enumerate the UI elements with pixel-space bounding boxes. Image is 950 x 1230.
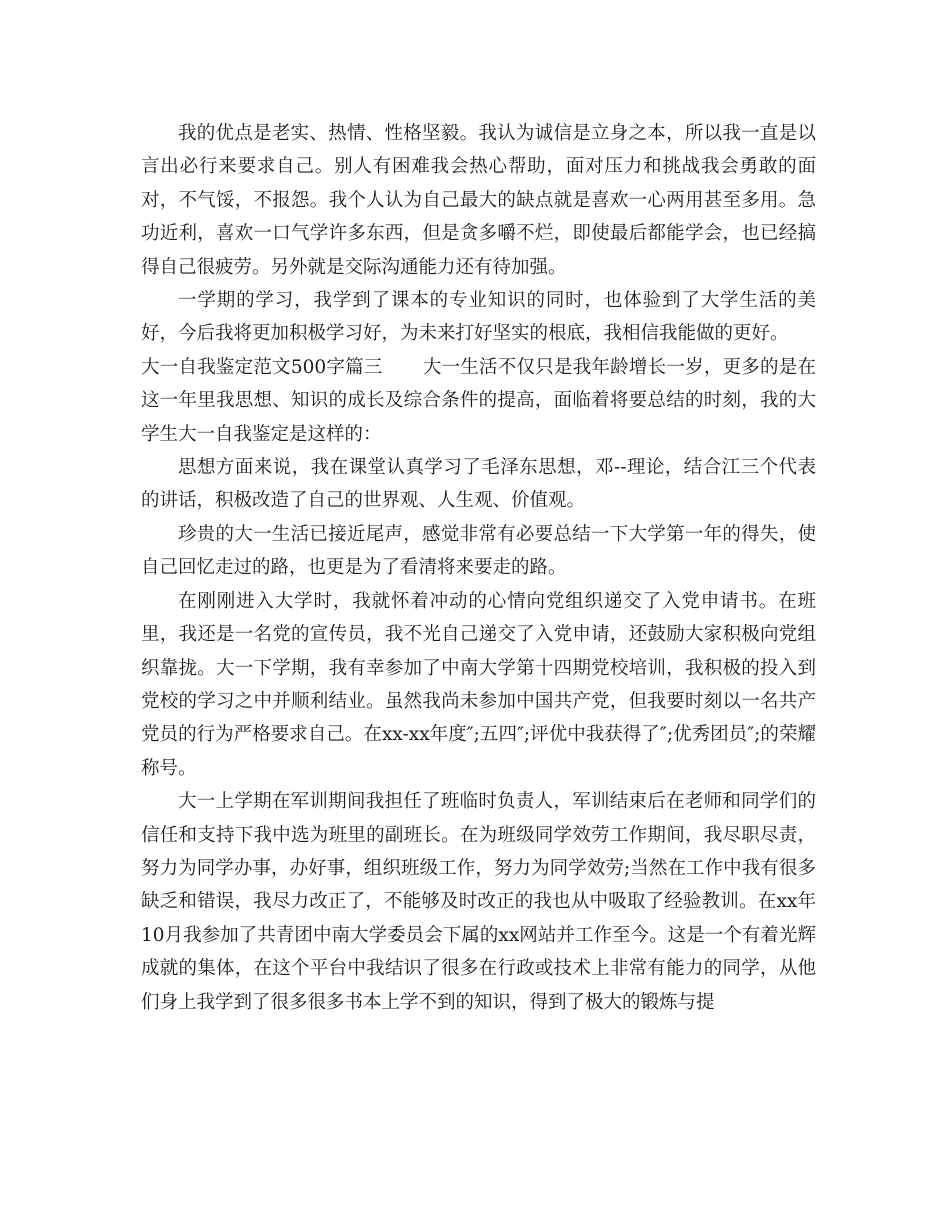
section-intro-text: 大一生活不仅只是我年龄增长一岁，更多的是在这一年里我思想、知识的成长及综合条件的提高，面临着将要总结的时刻，我的大学生大一自我鉴定是这样的： [141,356,816,445]
paragraph-strengths: 我的优点是老实、热情、性格坚毅。我认为诚信是立身之本，所以我一直是以言出必行来要求自己。别人有困难我会热心帮助，面对压力和挑战我会勇敢的面对，不气馁，不报怨。我个人认为自己最大的缺点就是喜欢一心两用甚至多用。急功近利，喜欢一口气学许多东西，但是贪多嚼不烂，即使最后都能学会，也已经搞得自己很疲劳。另外就是交际沟通能力还有待加强。 [141,123,816,278]
paragraph-article-three [141,351,816,451]
paragraph-party-application: 在刚刚进入大学时，我就怀着冲动的心情向党组织递交了入党申请书。在班里，我还是一名党的宣传员，我不光自己递交了入党申请，还鼓励大家积极向党组织靠拢。大一下学期，我有幸参加了中南大学第十四期党校培训，我积极的投入到党校的学习之中并顺利结业。虽然我尚未参加中国共产党，但我要时刻以一名共产党员的行为严格要求自己。在xx-xx年度″;五四″;评优中我获得了″;优秀团员″;的荣耀称号。 [141,590,816,779]
paragraph-class-work: 大一上学期在军训期间我担任了班临时负责人，军训结束后在老师和同学们的信任和支持下我中选为班里的副班长。在为班级同学效劳工作期间，我尽职尽责，努力为同学办事，办好事，组织班级工作，努力为同学效劳;当然在工作中我有很多缺乏和错误，我尽力改正了，不能够及时改正的我也从中吸取了经验教训。在xx年10月我参加了共青团中南大学委员会下属的xx网站并工作至今。这是一个有着光辉成就的集体，在这个平台中我结识了很多在行政或技术上非常有能力的同学，从他们身上我学到了很多很多书本上学不到的知识，得到了极大的锻炼与提 [141,791,816,1013]
paragraph-semester-summary: 一学期的学习，我学到了课本的专业知识的同时，也体验到了大学生活的美好，今后我将更加积极学习好，为未来打好坚实的根底，我相信我能做的更好。 [141,290,816,345]
paragraph-reflection: 珍贵的大一生活已接近尾声，感觉非常有必要总结一下大学第一年的得失，使自己回忆走过的路，也更是为了看清将来要走的路。 [141,523,816,579]
document-body [141,117,816,1019]
paragraph-ideology: 思想方面来说，我在课堂认真学习了毛泽东思想，邓--理论，结合江三个代表的讲话，积极改造了自己的世界观、人生观、价值观。 [141,457,816,512]
section-heading: 大一自我鉴定范文500字篇三 [141,356,383,378]
